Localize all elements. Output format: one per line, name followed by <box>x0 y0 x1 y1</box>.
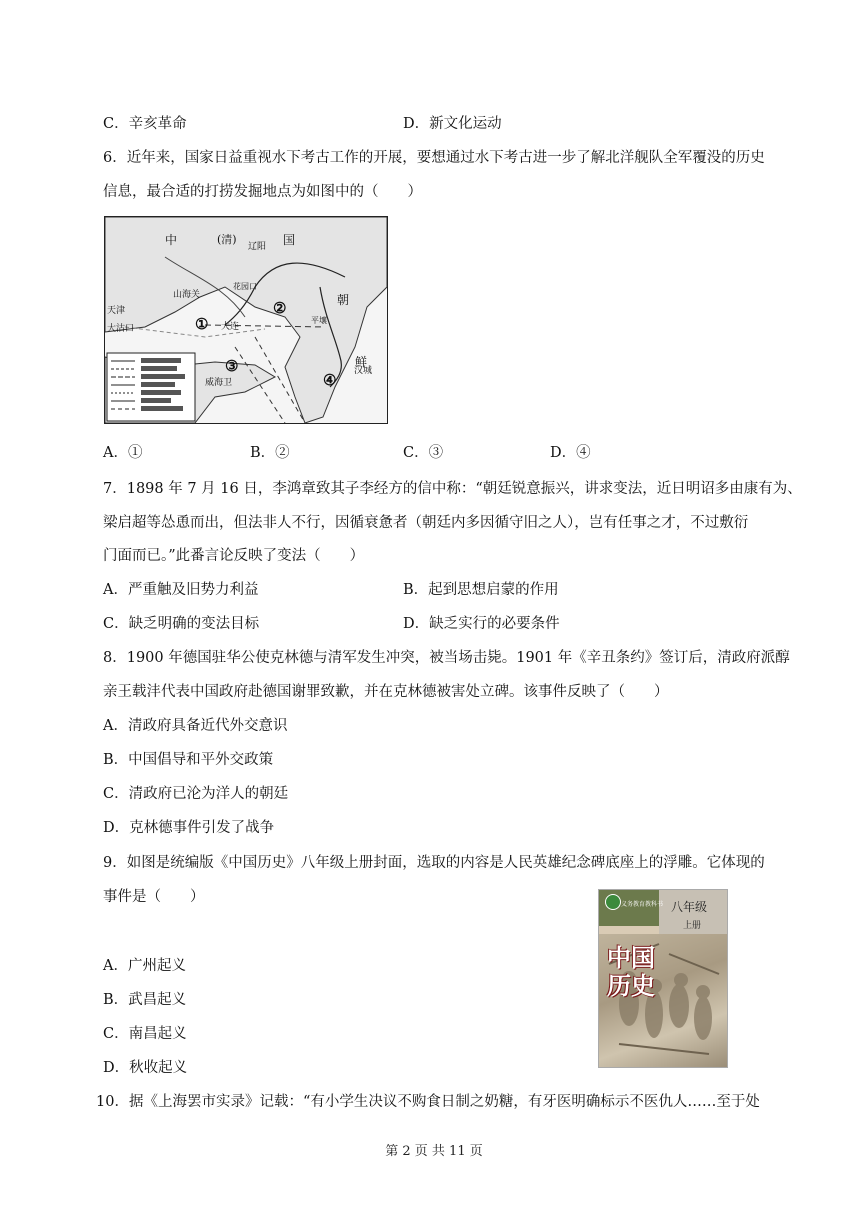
map-label-guo: 国 <box>283 233 296 247</box>
q9-stem-line2: 事件是（ ） <box>103 889 205 905</box>
q10-stem-line1: 10．据《上海罢市实录》记载：“有小学生决议不购食日制之奶糖，有牙医明确标示不医仇人……至于处 <box>96 1094 760 1110</box>
q7-stem-line3: 门面而已。”此番言论反映了变法（ ） <box>103 548 365 564</box>
q9-option-a: A．广州起义 <box>103 958 186 974</box>
map-label-qing: (清) <box>217 233 237 246</box>
q7-option-c: C．缺乏明确的变法目标 <box>103 616 260 632</box>
q6-stem-line1: 6．近年来，国家日益重视水下考古工作的开展，要想通过水下考古进一步了解北洋舰队全军覆没的历史 <box>103 150 765 166</box>
q8-stem-line1: 8．1900 年德国驻华公使克林德与清军发生冲突，被当场击毙。1901 年《辛丑条约》签订后，清政府派醇 <box>103 650 790 666</box>
q6-option-a: A．① <box>103 445 143 461</box>
map-label-liaoyang: 辽阳 <box>248 242 267 252</box>
map-label-shanhaiguan: 山海关 <box>173 290 201 300</box>
q9-option-d: D．秋收起义 <box>103 1060 188 1076</box>
map-marker-1: ① <box>195 315 209 333</box>
map-label-pingrang: 平壤 <box>311 316 327 325</box>
map-label-tianjin: 天津 <box>107 306 126 316</box>
map-label-zhong: 中 <box>165 233 178 247</box>
map-marker-3: ③ <box>225 357 239 375</box>
q6-stem-line2: 信息，最合适的打捞发掘地点为如图中的（ ） <box>103 184 422 200</box>
q9-option-b: B．武昌起义 <box>103 992 187 1008</box>
q6-option-c: C．③ <box>403 445 444 461</box>
map-label-xian: 鲜 <box>355 355 368 369</box>
publisher-logo-icon <box>605 894 621 910</box>
map-label-dagukou: 大沽口 <box>107 324 135 334</box>
textbook-cover-image <box>598 889 728 1068</box>
q7-option-d: D．缺乏实行的必要条件 <box>403 616 560 632</box>
map-figure <box>104 216 388 424</box>
q7-option-b: B．起到思想启蒙的作用 <box>403 582 559 598</box>
map-label-weihaiwei: 威海卫 <box>205 378 233 388</box>
q8-option-d: D．克林德事件引发了战争 <box>103 820 275 836</box>
cover-title-line2: 历史 <box>607 972 655 1000</box>
q6-option-b: B．② <box>250 445 290 461</box>
q7-stem-line2: 梁启超等怂恿而出，但法非人不行，因循衰惫者（朝廷内多因循守旧之人），岂有任事之才，不过敷衍 <box>103 515 749 531</box>
q8-option-c: C．清政府已沦为洋人的朝廷 <box>103 786 289 802</box>
cover-small-text: 义务教育教科书 <box>621 901 664 908</box>
q5-option-d: D．新文化运动 <box>403 116 502 132</box>
cover-grade: 八年级 <box>671 900 708 914</box>
page-footer: 第 2 页 共 11 页 <box>385 1144 483 1159</box>
q9-stem-line1: 9．如图是统编版《中国历史》八年级上册封面，选取的内容是人民英雄纪念碑底座上的浮雕。它体现的 <box>103 855 765 871</box>
q8-stem-line2: 亲王载沣代表中国政府赴德国谢罪致歉，并在克林德被害处立碑。该事件反映了（ ） <box>103 684 669 700</box>
map-label-chao: 朝 <box>337 293 350 307</box>
map-marker-2: ② <box>273 299 287 317</box>
map-label-dalian: 大连 <box>221 322 240 332</box>
map-drawing <box>105 217 387 423</box>
q7-stem-line1: 7．1898 年 7 月 16 日，李鸿章致其子李经方的信中称：“朝廷锐意振兴，讲求变法，近日明诏多由康有为、 <box>103 481 802 497</box>
q7-option-a: A．严重触及旧势力利益 <box>103 582 259 598</box>
map-label-huayuankou: 花园口 <box>233 282 257 291</box>
cover-volume: 上册 <box>683 921 702 931</box>
q6-option-d: D．④ <box>550 445 591 461</box>
q9-option-c: C．南昌起义 <box>103 1026 187 1042</box>
q8-option-b: B．中国倡导和平外交政策 <box>103 752 274 768</box>
map-marker-4: ④ <box>323 371 337 389</box>
cover-title-line1: 中国 <box>607 944 655 972</box>
map-label-hancheng: 汉城 <box>354 366 373 376</box>
q5-option-c: C．辛亥革命 <box>103 116 187 132</box>
q8-option-a: A．清政府具备近代外交意识 <box>103 718 288 734</box>
